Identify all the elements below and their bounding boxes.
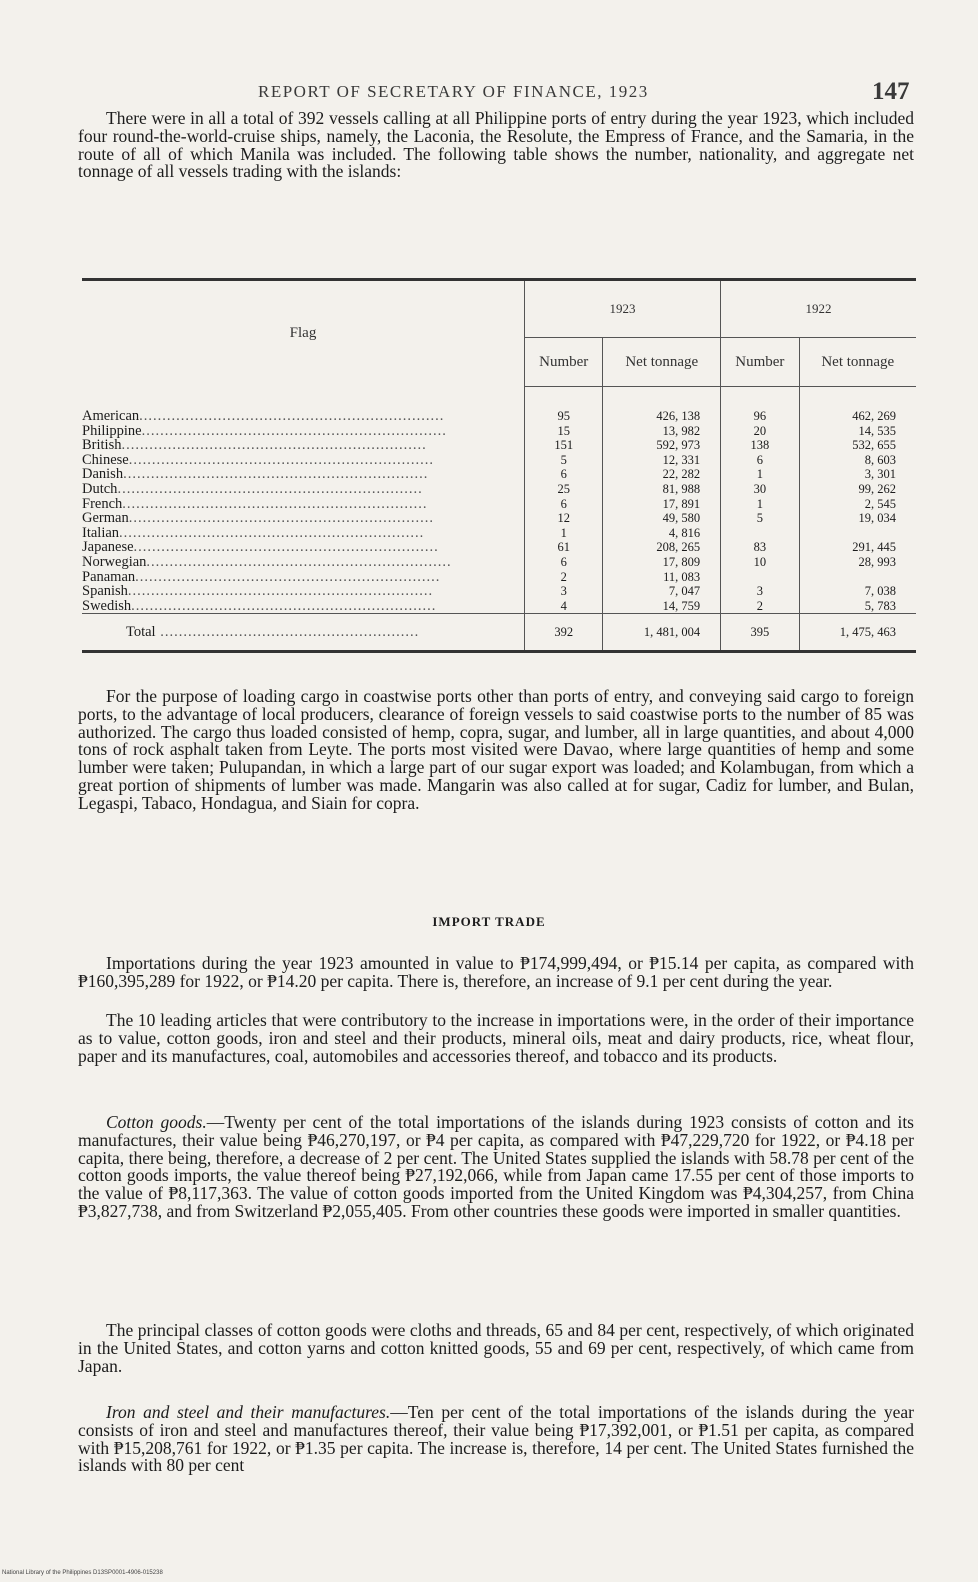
tonnage-1923: 17, 891	[603, 497, 721, 512]
number-1923: 4	[525, 599, 603, 614]
table-row: British.................................................................. 151 592, 973 138 532, 655	[82, 438, 916, 453]
flag-name: German	[82, 511, 129, 526]
number-1923: 61	[525, 540, 603, 555]
tonnage-1922: 462, 269	[852, 409, 896, 423]
tonnage-1922: 19, 034	[858, 511, 896, 526]
tonnage-1923: 17, 809	[603, 555, 721, 570]
table-body	[82, 387, 916, 614]
tonnage-1922: 532, 655	[852, 438, 896, 453]
flag-name: American	[82, 407, 140, 424]
number-1923: 12	[525, 511, 603, 526]
number-1922: 3	[721, 584, 799, 599]
flag-name: Japanese	[82, 540, 134, 555]
tonnage-1923: 49, 580	[603, 511, 721, 526]
number-1922: 30	[721, 482, 799, 497]
number-1922: 2	[721, 599, 799, 614]
tonnage-1923: 14, 759	[603, 599, 721, 614]
table-row: Chinese.................................................................. 5 12, 331 6 8, 603	[82, 453, 916, 468]
total-label: Total	[126, 623, 156, 640]
section-title-import-trade: IMPORT TRADE	[432, 914, 546, 929]
paragraph-leading-articles: The 10 leading articles that were contributory to the increase in importations were, in the order of their importance as to value, cotton goods, iron and steel and their products, mineral oils, meat and dairy products, rice, wheat flour, paper and its manufactures, coal, automobiles and accessories thereof, and tobacco and its products.	[78, 1010, 914, 1066]
paragraph-vessels-intro: There were in all a total of 392 vessels calling at all Philippine ports of entry during the year 1923, which included four round-the-world-cruise ships, namely, the Laconia, the Resolute, the Empress of France, and the Samaria, in the route of all of which Manila was included. The following table shows the number, nationality, and aggregate net tonnage of all vessels trading with the islands:	[78, 108, 914, 182]
flag-name: French	[82, 496, 123, 512]
number-1923: 151	[525, 438, 603, 453]
table-row: French.................................................................. 6 17, 891 1 2, 545	[82, 497, 916, 512]
tonnage-1923: 4, 816	[603, 526, 721, 541]
total-tonnage-1923: 1, 481, 004	[603, 614, 721, 652]
flag-name: Chinese	[82, 452, 129, 468]
number-1922: 138	[721, 438, 799, 453]
paragraph-iron-steel	[78, 1404, 914, 1475]
table-row: American.................................................................. 95 426, 138 96 462, 269	[82, 387, 916, 424]
scan-footer: National Library of the Philippines D13SP0001-4906-015238	[2, 1570, 163, 1576]
flag-name: British	[82, 438, 122, 453]
tonnage-1923: 22, 282	[603, 467, 721, 482]
number-1922: 1	[721, 497, 799, 512]
flag-name: Panaman	[82, 569, 136, 585]
paragraph-cotton-classes: The principal classes of cotton goods were cloths and threads, 65 and 84 per cent, respectively, of which originated in the United States, and cotton yarns and cotton knitted goods, 55 and 69 per cent, respectively, of which came from Japan.	[78, 1320, 914, 1376]
tonnage-1922	[799, 570, 916, 585]
tonnage-table	[82, 278, 916, 653]
table-row: Swedish.................................................................. 4 14, 759 2 5, 783	[82, 599, 916, 614]
total-tonnage-1922: 1, 475, 463	[799, 614, 916, 652]
table-row: German.................................................................. 12 49, 580 5 19, 034	[82, 511, 916, 526]
cotton-goods-lead: Cotton goods.	[106, 1112, 207, 1132]
tonnage-1922: 14, 535	[858, 423, 896, 438]
number-1923: 6	[525, 497, 603, 512]
number-1922-header: Number	[721, 338, 799, 387]
paragraph-coastwise: For the purpose of loading cargo in coastwise ports other than ports of entry, and conveying said cargo to foreign ports, to the advantage of local producers, clearance of foreign vessels to said coastwise ports to the number of 85 was authorized. The cargo thus loaded consisted of hemp, copra, sugar, and lumber, all in large quantities, and about 4,000 tons of rock asphalt taken from Leyte. The ports most visited were Davao, where large quantities of hemp and some lumber were taken; Pulupandan, in which a large part of our sugar export was loaded; and Kolambugan, from which a great portion of shipments of lumber was made. Mangarin was also called at for sugar, Cadiz for lumber, and Bulan, Legaspi, Tabaco, Hondagua, and Siain for copra.	[78, 686, 914, 813]
table-total-row: Total ........................................................ 392 1, 481, 004 395 1, 475, 463	[82, 614, 916, 652]
tonnage-1922: 5, 783	[864, 598, 896, 613]
page-number: 147	[872, 78, 910, 105]
number-1922: 20	[721, 424, 799, 439]
tonnage-1923: 11, 083	[603, 570, 721, 585]
flag-name: Danish	[82, 467, 124, 482]
year-1922-header: 1922	[721, 280, 916, 338]
table-row: Danish.................................................................. 6 22, 282 1 3, 301	[82, 467, 916, 482]
tonnage-1922	[799, 526, 916, 541]
number-1922: 1	[721, 467, 799, 482]
number-1922: 5	[721, 511, 799, 526]
table-row: Norwegian.................................................................. 6 17, 809 10 28, 993	[82, 555, 916, 570]
tonnage-1923: 13, 982	[603, 424, 721, 439]
number-1922: 96	[721, 387, 799, 424]
flag-name: Spanish	[82, 584, 128, 599]
tonnage-1923: 426, 138	[603, 387, 721, 424]
number-1922	[721, 526, 799, 541]
tonnage-1922: 3, 301	[864, 467, 896, 482]
tonnage-1923: 12, 331	[603, 453, 721, 468]
tonnage-1923: 81, 988	[603, 482, 721, 497]
tonnage-1923-header: Net tonnage	[603, 338, 721, 387]
cotton-goods-text: —Twenty per cent of the total importations of the islands during 1923 consists of cotton and its manufactures, their value being ₱46,270,197, or ₱4 per capita, as compared with ₱47,229,720 for 1922, or ₱4.18 per capita, there being, therefore, a decrease of 2 per cent. The United States supplied the islands with 58.78 per cent of the cotton goods imports, the value thereof being ₱27,192,066, while from Japan came 17.55 per cent of those imports to the value of ₱8,117,363. The value of cotton goods imported from the United Kingdom was ₱4,304,257, from China ₱3,827,738, and from Switzerland ₱2,055,405. From other countries these goods were imported in smaller quantities.	[78, 1112, 914, 1221]
year-1923-header: 1923	[525, 280, 721, 338]
flag-name: Swedish	[82, 598, 132, 614]
number-1922: 83	[721, 540, 799, 555]
flag-column-header: Flag	[82, 280, 525, 387]
tonnage-1922: 2, 545	[864, 496, 896, 511]
tonnage-1922: 28, 993	[858, 554, 896, 569]
flag-name: Philippine	[82, 423, 142, 439]
total-number-1923: 392	[525, 614, 603, 652]
number-1923: 15	[525, 424, 603, 439]
table-row: Philippine.................................................................. 15 13, 982 20 14, 535	[82, 424, 916, 439]
tonnage-1922-header: Net tonnage	[799, 338, 916, 387]
number-1922: 10	[721, 555, 799, 570]
tonnage-1923: 7, 047	[603, 584, 721, 599]
number-1923: 3	[525, 584, 603, 599]
number-1923-header: Number	[525, 338, 603, 387]
table-row: Italian.................................................................. 1 4, 816	[82, 526, 916, 541]
tonnage-1922: 8, 603	[864, 452, 896, 467]
number-1923: 6	[525, 467, 603, 482]
number-1923: 25	[525, 482, 603, 497]
iron-steel-lead: Iron and steel and their manufactures.	[106, 1402, 391, 1422]
table-row: Dutch.................................................................. 25 81, 988 30 99, 262	[82, 482, 916, 497]
number-1923: 1	[525, 526, 603, 541]
table-row: Japanese.................................................................. 61 208, 265 83 291, 445	[82, 540, 916, 555]
iron-steel-text: —Ten per cent of the total importations of the islands during the year consists of iron and steel and manufactures thereof, their value being ₱17,392,001, or ₱1.51 per capita, as compared with ₱15,208,761 for 1922, or ₱1.35 per capita. The increase is, therefore, 14 per cent. The United States furnished the islands with 80 per cent	[78, 1402, 914, 1476]
flag-name: Italian	[82, 525, 120, 541]
number-1923: 2	[525, 570, 603, 585]
tonnage-1923: 592, 973	[603, 438, 721, 453]
number-1923: 95	[525, 387, 603, 424]
paragraph-importations: Importations during the year 1923 amounted in value to ₱174,999,494, or ₱15.14 per capita, as compared with ₱160,395,289 for 1922, or ₱14.20 per capita. There is, therefore, an increase of 9.1 per cent during the year.	[78, 953, 914, 991]
paragraph-cotton-goods	[78, 1114, 914, 1221]
tonnage-1922: 7, 038	[864, 584, 896, 599]
vessel-tonnage-table	[82, 278, 916, 653]
number-1923: 6	[525, 555, 603, 570]
tonnage-1922: 99, 262	[858, 481, 896, 496]
running-head-title: REPORT OF SECRETARY OF FINANCE, 1923	[258, 82, 649, 101]
table-row: Spanish.................................................................. 3 7, 047 3 7, 038	[82, 584, 916, 599]
number-1922: 6	[721, 453, 799, 468]
flag-name: Dutch	[82, 481, 118, 497]
tonnage-1923: 208, 265	[603, 540, 721, 555]
table-row: Panaman.................................................................. 2 11, 083	[82, 570, 916, 585]
number-1922	[721, 570, 799, 585]
flag-name: Norwegian	[82, 554, 147, 570]
total-number-1922: 395	[721, 614, 799, 652]
number-1923: 5	[525, 453, 603, 468]
tonnage-1922: 291, 445	[852, 540, 896, 555]
